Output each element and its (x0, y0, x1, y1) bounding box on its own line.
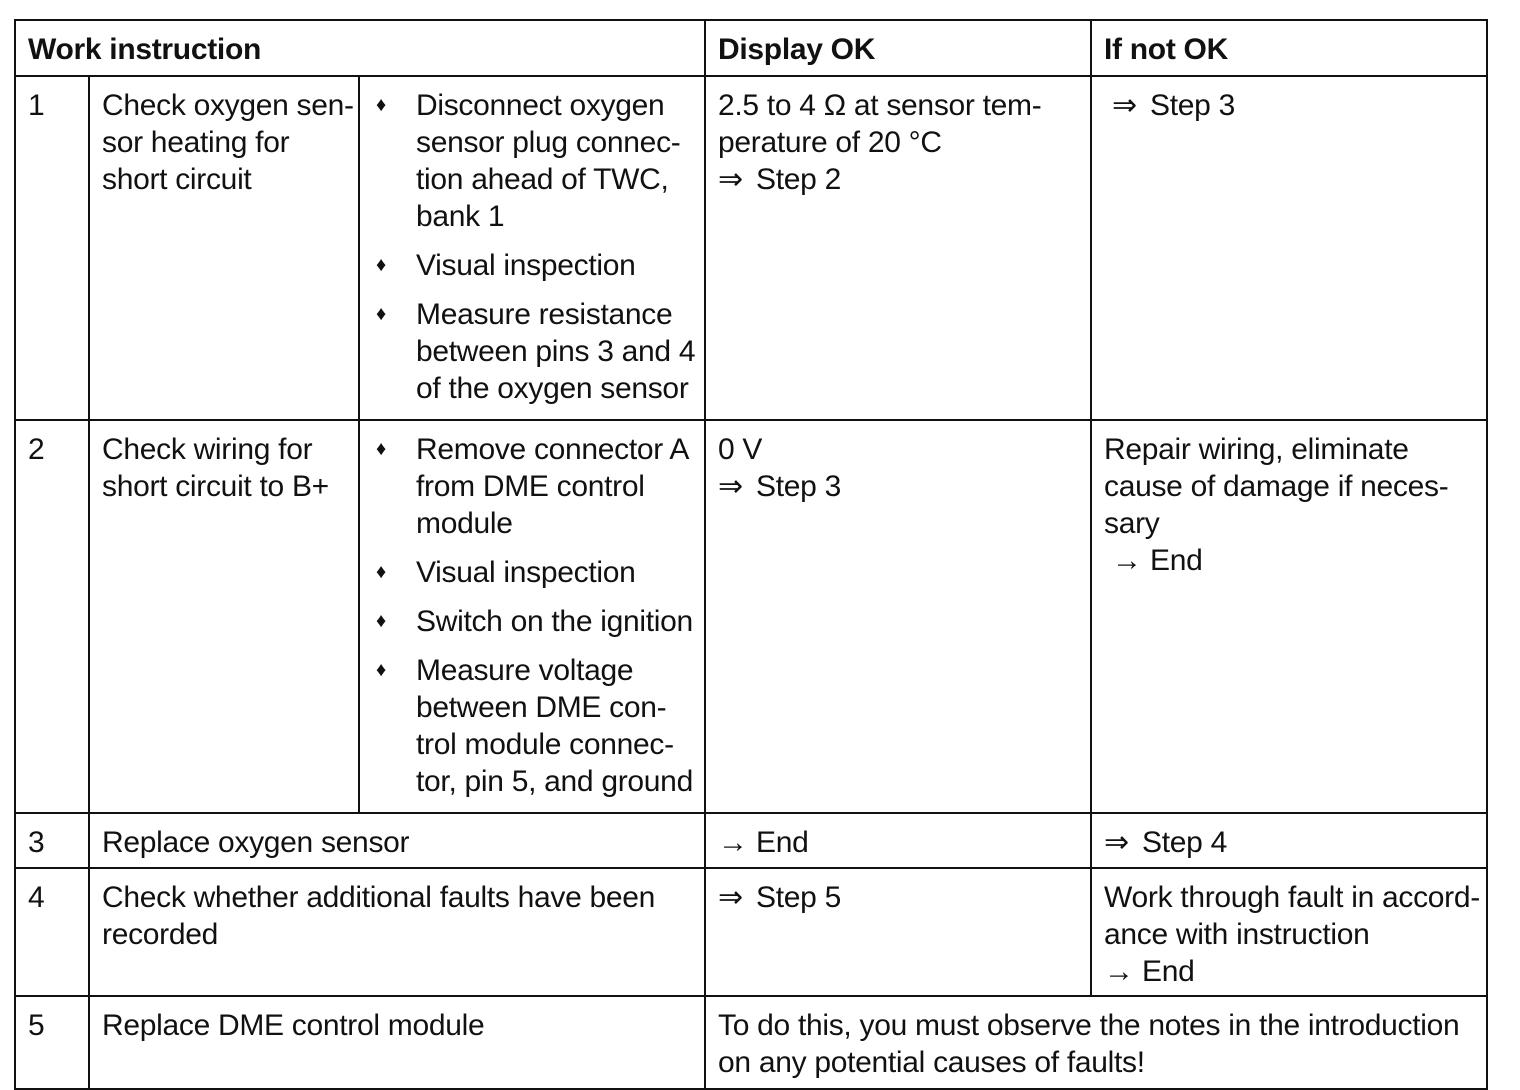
double-arrow-icon: ⇒ (1104, 826, 1129, 859)
step-title: Replace DME control module (89, 996, 705, 1089)
not-ok-line: Work through fault in accord- (1104, 881, 1480, 914)
step-actions (359, 76, 705, 420)
action-item (372, 431, 692, 542)
display-ok-next-step (718, 879, 1078, 916)
bullet-diamond-icon: ♦ (376, 303, 386, 325)
not-ok-next-step (1104, 87, 1474, 124)
action-item (372, 87, 692, 235)
action-line: Measure resistance (416, 298, 673, 331)
action-line: tor, pin 5, and ground (416, 765, 693, 798)
double-arrow-icon: ⇒ (718, 470, 743, 503)
next-step-label: Step 4 (1142, 826, 1227, 859)
table-row (15, 996, 1487, 1089)
step-title-line: sor heating for (102, 126, 290, 159)
step-title-line: short circuit (102, 163, 252, 196)
not-ok-cell (1091, 76, 1487, 420)
table-row (15, 868, 1487, 996)
action-line: between pins 3 and 4 (416, 335, 696, 368)
bullet-diamond-icon: ♦ (376, 438, 386, 460)
double-arrow-icon: ⇒ (718, 163, 743, 196)
display-ok-value: 0 V (718, 433, 763, 466)
action-line: of the oxygen sensor (416, 372, 689, 405)
work-instruction-table (14, 19, 1488, 1090)
step-title: Replace oxygen sensor (89, 813, 705, 868)
double-arrow-icon: ⇒ (718, 881, 743, 914)
action-line: bank 1 (416, 200, 505, 233)
not-ok-line: sary (1104, 507, 1160, 540)
step-title-line: Check whether additional faults have been (102, 881, 656, 914)
next-step-label: End (1142, 955, 1195, 988)
step-number: 1 (15, 76, 89, 420)
table-row (15, 813, 1487, 868)
action-line: Switch on the ignition (416, 605, 693, 638)
arrow-right-icon: → (1104, 955, 1134, 988)
action-line: trol module connec- (416, 728, 674, 761)
step-number: 5 (15, 996, 89, 1089)
action-line: tion ahead of TWC, (416, 163, 669, 196)
not-ok-line: cause of damage if neces- (1104, 470, 1449, 503)
action-line: between DME con- (416, 691, 667, 724)
not-ok-next-step (1104, 953, 1474, 990)
action-item (372, 296, 696, 407)
next-step-label: Step 5 (756, 881, 841, 914)
arrow-right-icon: → (1112, 544, 1142, 577)
step-title (89, 420, 359, 813)
step-title-line: recorded (102, 918, 219, 951)
step-title (89, 868, 705, 996)
note-line: on any potential causes of faults! (718, 1046, 1145, 1079)
display-ok-next-step (718, 161, 1078, 198)
bullet-diamond-icon: ♦ (376, 561, 386, 583)
next-step-label: End (1150, 544, 1203, 577)
note-line: To do this, you must observe the notes in the introduction (718, 1009, 1460, 1042)
next-step-label: Step 3 (1150, 89, 1235, 122)
next-step-label: End (756, 826, 809, 859)
not-ok-next-step (1104, 824, 1474, 861)
step-title-line: Check oxygen sen- (102, 89, 354, 122)
display-ok-line: 2.5 to 4 Ω at sensor tem- (718, 89, 1042, 122)
not-ok-cell (1091, 813, 1487, 868)
action-item (372, 247, 692, 284)
table-header-row (15, 20, 1487, 76)
action-line: sensor plug connec- (416, 126, 681, 159)
bullet-diamond-icon: ♦ (376, 659, 386, 681)
step-title (89, 76, 359, 420)
table-row (15, 76, 1487, 420)
action-line: Disconnect oxygen (416, 89, 665, 122)
header-display-ok: Display OK (705, 20, 1091, 76)
display-ok-next-step (718, 824, 1078, 861)
bullet-diamond-icon: ♦ (376, 254, 386, 276)
action-item (372, 603, 692, 640)
table-row (15, 420, 1487, 813)
header-work-instruction: Work instruction (15, 20, 705, 76)
not-ok-cell (1091, 868, 1487, 996)
header-if-not-ok: If not OK (1091, 20, 1487, 76)
step-number: 4 (15, 868, 89, 996)
display-ok-next-step (718, 468, 1078, 505)
action-item (372, 554, 692, 591)
action-line: from DME control (416, 470, 645, 503)
next-step-label: Step 2 (756, 163, 841, 196)
next-step-label: Step 3 (756, 470, 841, 503)
action-line: module (416, 507, 513, 540)
step-title-line: Check wiring for (102, 433, 313, 466)
bullet-diamond-icon: ♦ (376, 610, 386, 632)
display-ok-cell (705, 76, 1091, 420)
display-ok-cell (705, 420, 1091, 813)
step-number: 2 (15, 420, 89, 813)
note-cell (705, 996, 1487, 1089)
action-line: Visual inspection (416, 249, 636, 282)
action-line: Visual inspection (416, 556, 636, 589)
arrow-right-icon: → (718, 826, 748, 859)
display-ok-line: perature of 20 °C (718, 126, 942, 159)
step-actions (359, 420, 705, 813)
display-ok-cell (705, 868, 1091, 996)
not-ok-line: ance with instruction (1104, 918, 1370, 951)
display-ok-cell (705, 813, 1091, 868)
double-arrow-icon: ⇒ (1112, 89, 1137, 122)
step-number: 3 (15, 813, 89, 868)
step-title-line: short circuit to B+ (102, 470, 329, 503)
not-ok-line: Repair wiring, eliminate (1104, 433, 1409, 466)
not-ok-cell (1091, 420, 1487, 813)
bullet-diamond-icon: ♦ (376, 94, 386, 116)
action-item (372, 652, 692, 800)
not-ok-next-step (1104, 542, 1474, 579)
action-line: Remove connector A (416, 433, 690, 466)
action-line: Measure voltage (416, 654, 634, 687)
